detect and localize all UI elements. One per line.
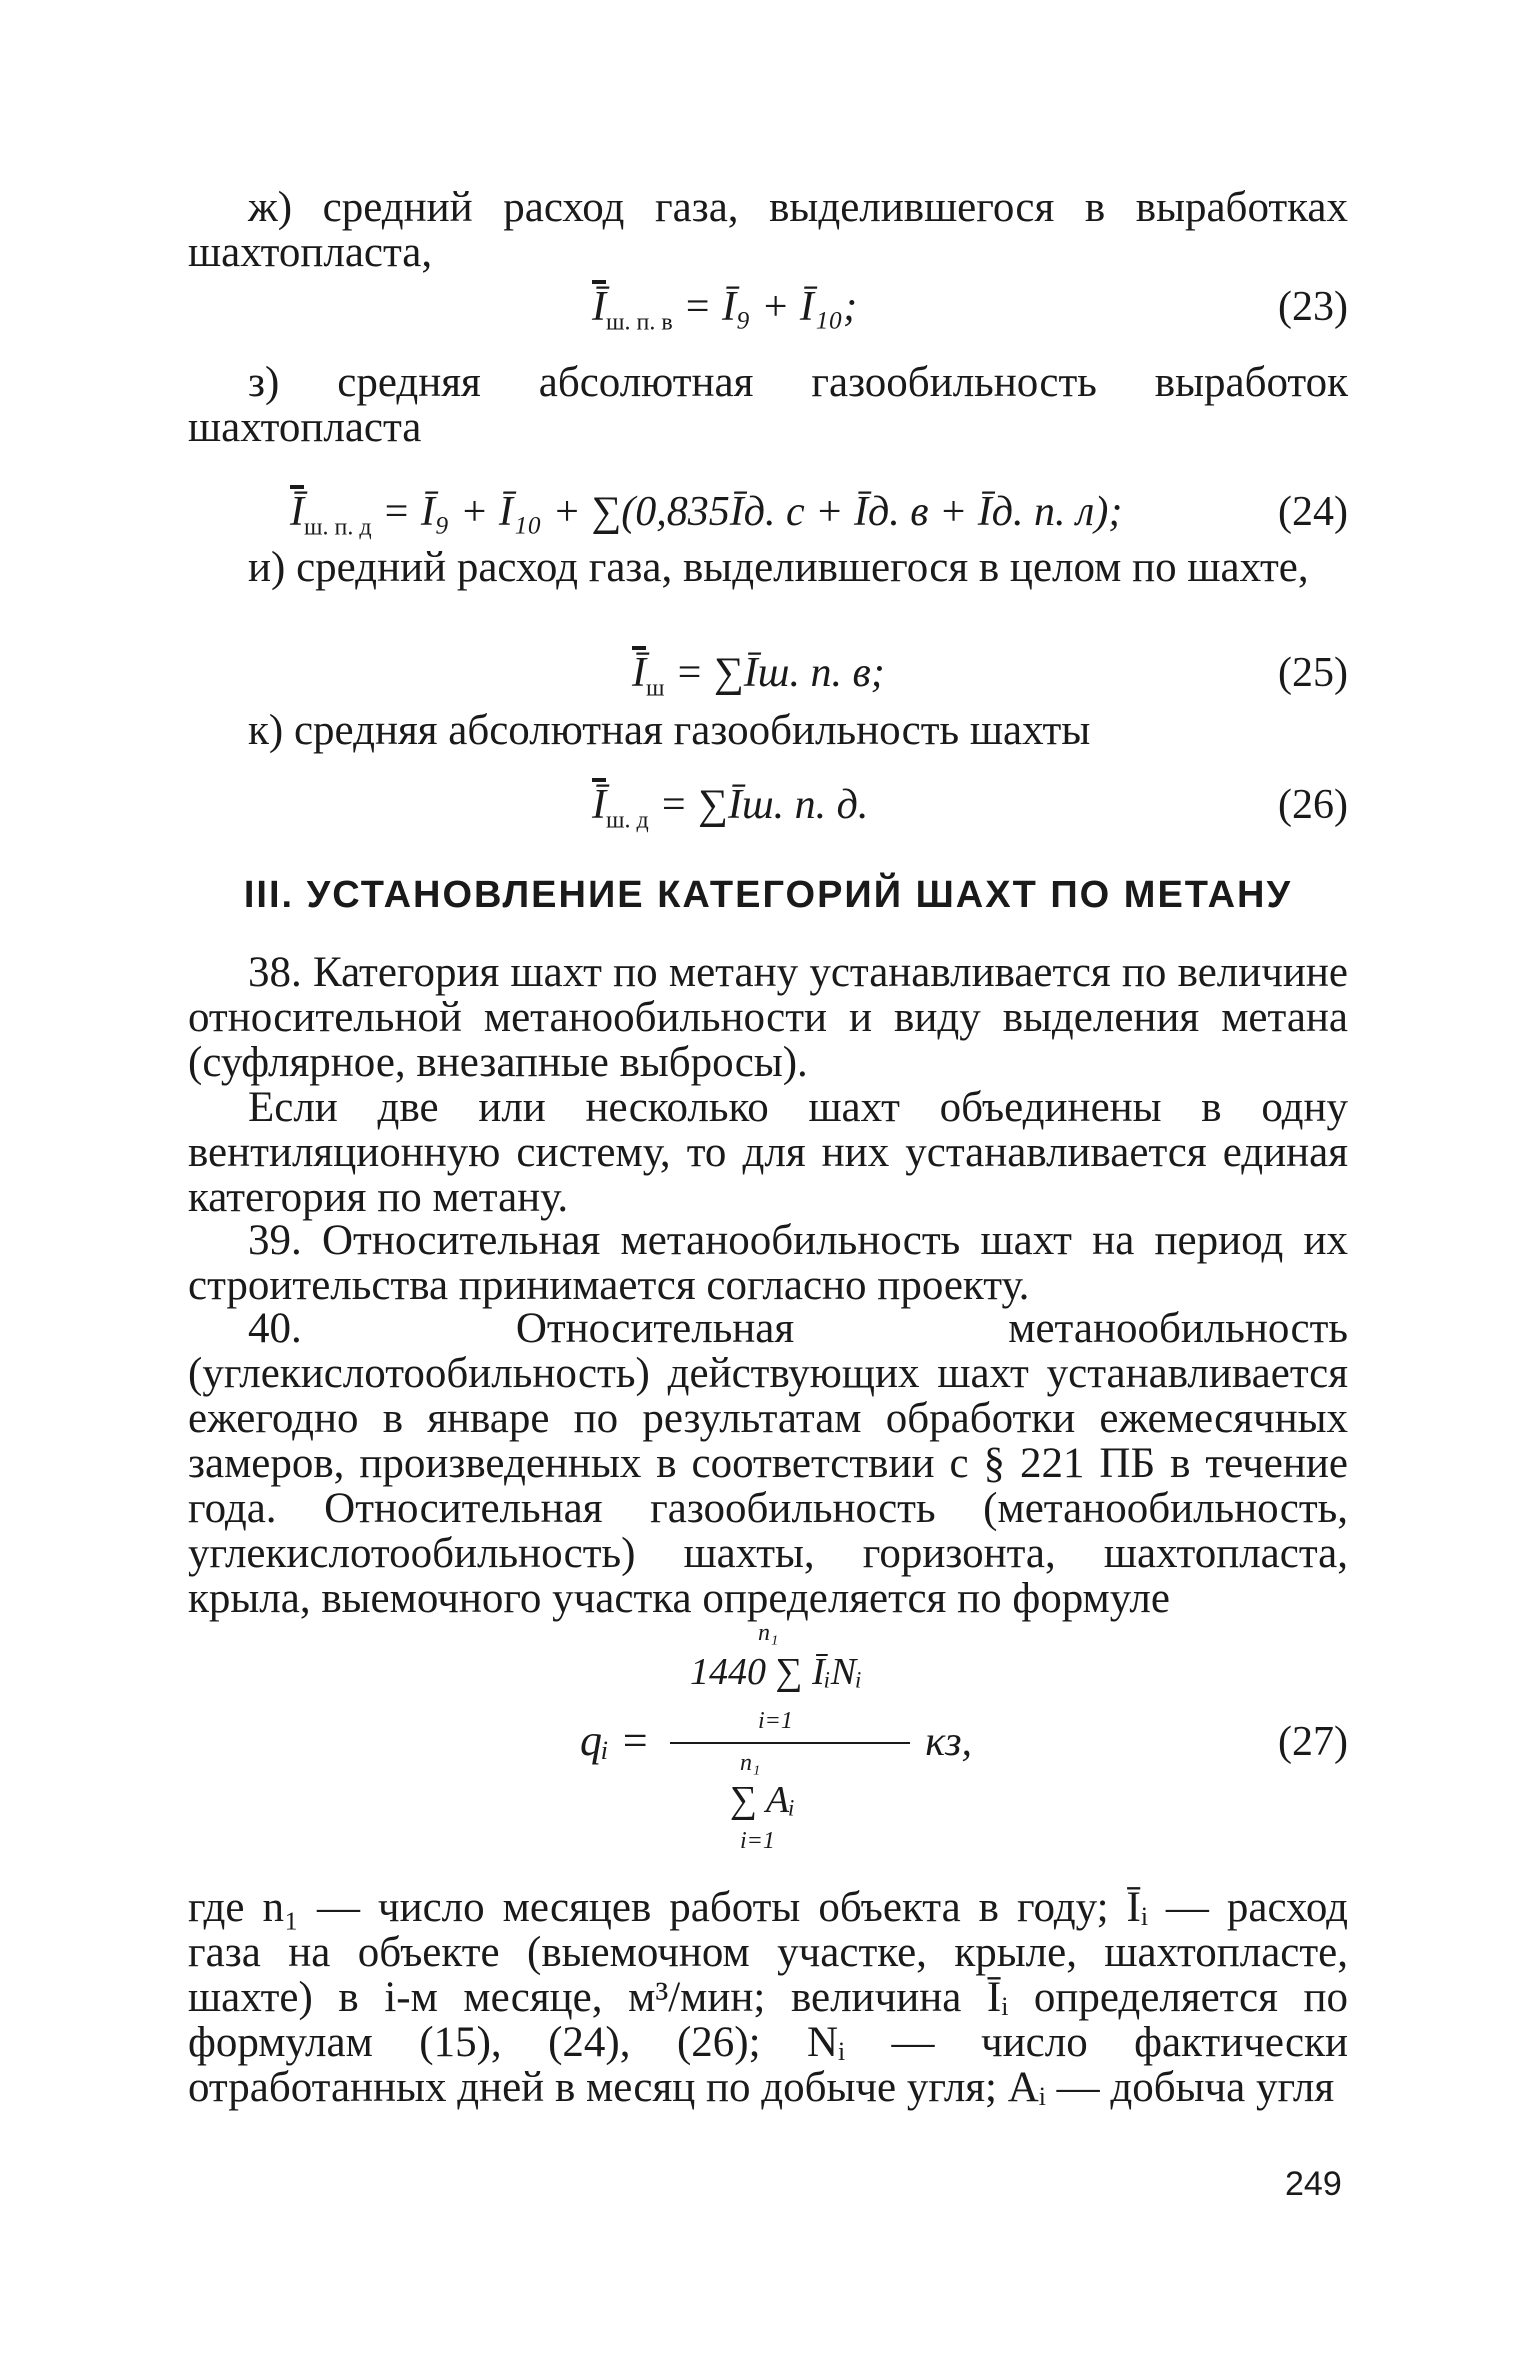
formula-24-number: (24)	[1278, 489, 1348, 535]
formula-27	[580, 1620, 1348, 1854]
paragraph-38-continued: Если две или несколько шахт объединены в одну вентиляционную систему, то для них устанавливается единая категория по метану.	[188, 1084, 1348, 1221]
formula-25-number: (25)	[1278, 650, 1348, 696]
item-i-text: и) средний расход газа, выделившегося в целом по шахте,	[248, 544, 1309, 591]
item-k-text: к) средняя абсолютная газообильность шахты	[248, 707, 1091, 754]
formula-27-lhs: qᵢ =	[580, 1716, 650, 1765]
formula-23-number: (23)	[1278, 284, 1348, 330]
paragraph-39: 39. Относительная метанообильность шахт на период их строительства принимается согласно проекту.	[188, 1217, 1348, 1309]
section-heading: III. УСТАНОВЛЕНИЕ КАТЕГОРИЙ ШАХТ ПО МЕТАНУ	[243, 874, 1293, 916]
item-z-text: з) средняя абсолютная газообильность выработок шахтопласта	[188, 359, 1348, 451]
page-number: 249	[1285, 2165, 1342, 2203]
formula-27-numerator: 1440 ∑ ĪᵢNᵢ	[690, 1651, 863, 1693]
formula-27-num-lower: i=1	[758, 1708, 793, 1734]
formula-24	[188, 487, 1348, 541]
formula-27-number: (27)	[1278, 1719, 1348, 1765]
formula-26-number: (26)	[1278, 782, 1348, 828]
formula-25	[188, 648, 1348, 702]
formula-27-den-lower: i=1	[740, 1828, 775, 1854]
formula-27-num-upper: n₁	[758, 1620, 779, 1646]
formula-25-expression: $\overline{Ī}_ш$ = ∑Īш. п. в;	[632, 650, 885, 702]
paragraph-38: 38. Категория шахт по метану устанавливается по величине относительной метанообильности и виду выделения метана (суфлярное, внезапные выбросы).	[188, 949, 1348, 1086]
formula-27-coefficient: κз,	[925, 1719, 973, 1765]
fraction-line	[670, 1742, 910, 1744]
item-zh-text: ж) средний расход газа, выделившегося в выработках шахтопласта,	[188, 184, 1348, 276]
formula-26	[188, 780, 1348, 834]
paragraph-where: где n₁ — число месяцев работы объекта в году; Īᵢ — расход газа на объекте (выемочном участке, крыле, шахтопласте, шахте) в i-м месяце, м³/мин; величина Īᵢ определяется по формулам (15), (24), (26); Nᵢ — число фактически отработанных дней в месяц по добыче угля; Aᵢ — добыча угля	[188, 1884, 1348, 2111]
formula-27-denominator: ∑ Aᵢ	[730, 1779, 796, 1821]
formula-26-expression: $\overline{Ī}_{ш. д}$ = ∑Īш. п. д.	[592, 782, 869, 834]
paragraph-40: 40. Относительная метанообильность (углекислотообильность) действующих шахт устанавливается ежегодно в январе по результатам обработки ежемесячных замеров, произведенных в соответствии с § 221 ПБ в течение года. Относительная газообильность (метанообильность, углекислотообильность) шахты, горизонта, шахтопласта, крыла, выемочного участка определяется по формуле	[188, 1305, 1348, 1622]
formula-24-expression: $\overline{Ī}_{ш. п. д}$ = Ī₉ + Ī₁₀ + ∑(0,835Īд. с + Īд. в + Īд. п. л);	[290, 489, 1123, 541]
formula-23	[188, 282, 1348, 336]
formula-23-expression: $\overline{Ī}_{ш. п. в}$ = Ī₉ + Ī₁₀;	[592, 284, 858, 336]
formula-27-den-upper: n₁	[740, 1750, 761, 1776]
